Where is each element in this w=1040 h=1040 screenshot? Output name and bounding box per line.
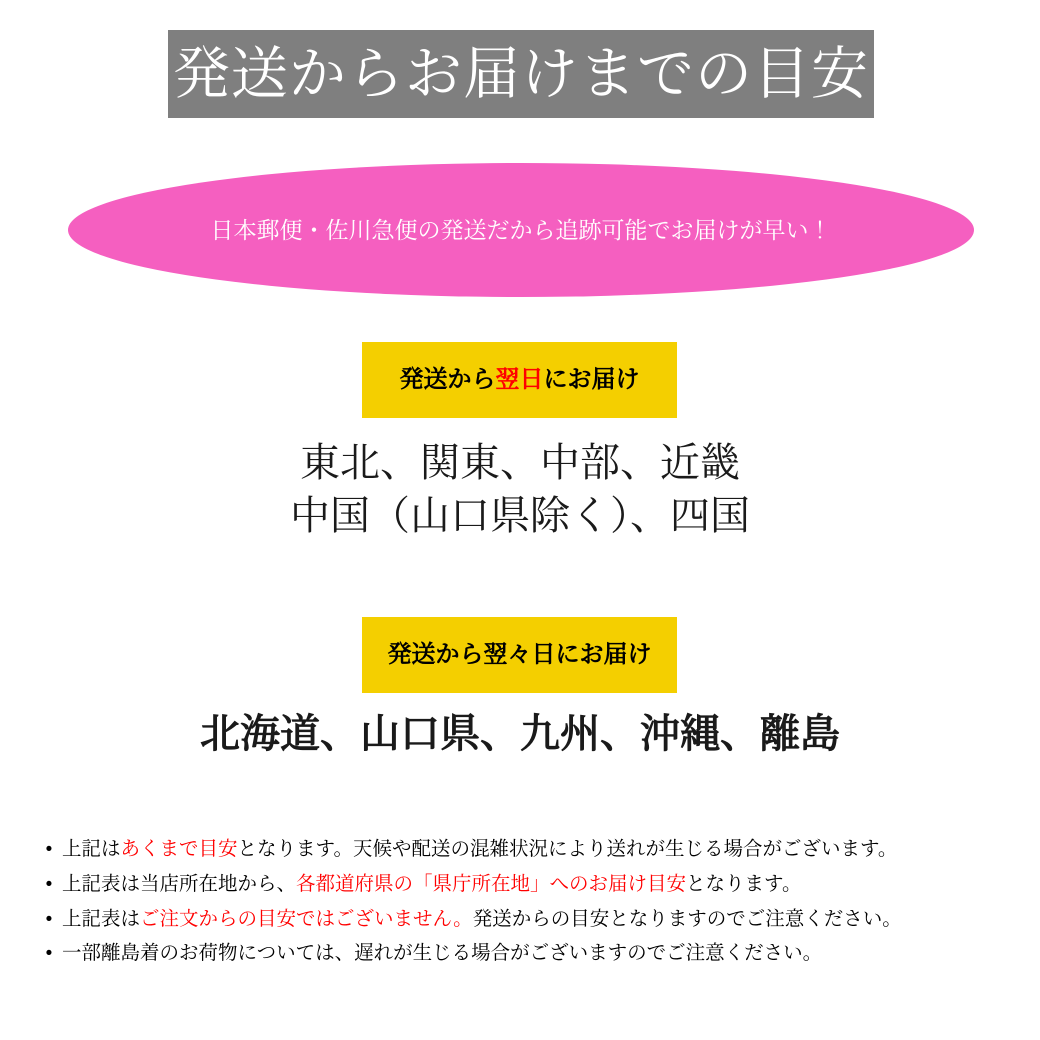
note-span: 上記表は [62,907,141,930]
notes-list [36,838,1011,977]
bullet-icon: • [45,943,53,965]
list-item [36,873,1011,897]
section-label-two-days [362,617,677,693]
note-span: 上記表は当店所在地から、 [62,872,297,895]
highlight-ellipse-text: 日本郵便・佐川急便の発送だから追跡可能でお届けが早い！ [210,216,832,243]
region-list-two-days [0,708,1040,761]
section-label-next-day [362,342,677,418]
note-span: 発送からの目安となりますのでご注意ください。 [472,907,902,930]
region-line: 中国（山口県除く）、四国 [290,493,750,538]
title-banner [168,30,874,118]
note-span-highlight: あくまで目安 [120,838,238,860]
label-prefix: 発送から翌々日 [387,641,556,668]
highlight-ellipse [68,163,974,297]
bullet-icon: • [45,908,53,930]
note-span-highlight: 各都道府県の「県庁所在地」へのお届け目安 [296,872,687,895]
note-span-highlight: ご注文からの目安ではございません。 [140,907,473,930]
region-line: 北海道、山口県、九州、沖縄、離島 [200,712,840,756]
label-prefix: 発送から [399,366,496,393]
bullet-icon: • [45,873,53,895]
label-suffix: にお届け [543,366,640,393]
region-line: 東北、関東、中部、近畿 [300,441,740,485]
list-item [36,908,1011,932]
note-text [62,873,1011,897]
list-item [36,942,1011,966]
section-label-next-day-text [400,368,640,392]
region-list-next-day [0,437,1040,543]
note-span: となります。天候や配送の混雑状況により送れが生じる場合がございます。 [237,838,898,860]
note-span: 一部離島着のお荷物については、遅れが生じる場合がございますのでご注意ください。 [62,942,823,965]
note-span: 上記は [62,838,121,860]
note-text [62,942,1011,966]
label-suffix: にお届け [555,641,652,668]
note-span: となります。 [686,872,802,895]
bullet-icon: • [45,839,53,860]
note-text [62,908,1011,932]
list-item [36,838,1011,862]
label-highlight: 翌日 [495,366,544,393]
page-title: 発送からお届けまでの目安 [173,41,869,106]
section-label-two-days-text [388,643,652,667]
note-text [62,838,1011,862]
